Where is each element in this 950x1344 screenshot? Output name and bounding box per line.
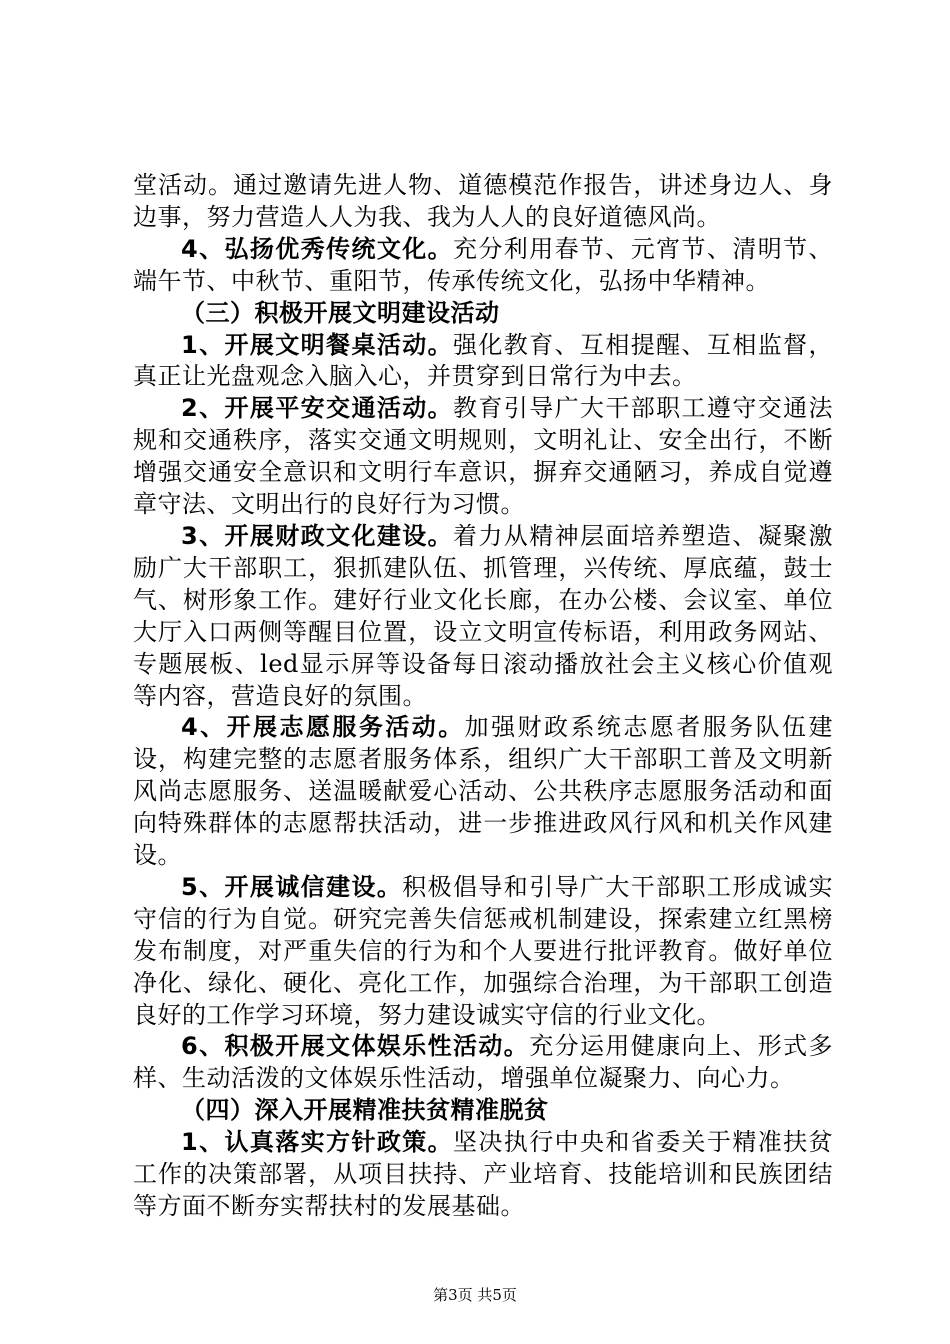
paragraph-text: 充分利用春节、元宵节、清明节、端午节、中秋节、重阳节，传承传统文化，弘扬中华精神。 bbox=[133, 234, 834, 295]
page-number: 第3页 共5页 bbox=[433, 1286, 517, 1304]
paragraph-item bbox=[133, 1127, 833, 1223]
paragraph-item bbox=[133, 1031, 833, 1095]
paragraph-item bbox=[133, 393, 833, 521]
item-heading: 3、开展财政文化建设。 bbox=[181, 521, 454, 550]
paragraph-text: 积极倡导和引导广大干部职工形成诚实守信的行为自觉。研究完善失信惩戒机制建设，探索建立红黑榜发布制度，对严重失信的行为和个人要进行批评教育。做好单位净化、绿化、硬化、亮化工作，加强综合治理，为干部职工创造良好的工作学习环境，努力建设诚实守信的行业文化。 bbox=[133, 872, 834, 1029]
section-heading-paragraph bbox=[133, 1095, 833, 1127]
item-heading: 5、开展诚信建设。 bbox=[181, 872, 403, 901]
paragraph-text: 坚决执行中央和省委关于精准扶贫工作的决策部署，从项目扶持、产业培育、技能培训和民族团结等方面不断夯实帮扶村的发展基础。 bbox=[133, 1128, 834, 1220]
paragraph-item bbox=[133, 712, 833, 872]
item-heading: 1、认真落实方针政策。 bbox=[181, 1128, 454, 1157]
section-heading-paragraph bbox=[133, 298, 833, 330]
document-body bbox=[133, 170, 833, 1223]
item-heading: 2、开展平安交通活动。 bbox=[181, 394, 454, 423]
paragraph-text: 教育引导广大干部职工遵守交通法规和交通秩序，落实交通文明规则，文明礼让、安全出行，不断增强交通安全意识和文明行车意识，摒弃交通陋习，养成自觉遵章守法、文明出行的良好行为习惯。 bbox=[133, 394, 834, 519]
paragraph-text: 充分运用健康向上、形式多样、生动活泼的文体娱乐性活动，增强单位凝聚力、向心力。 bbox=[133, 1032, 833, 1093]
item-heading: 6、积极开展文体娱乐性活动。 bbox=[181, 1032, 530, 1061]
paragraph-text: 着力从精神层面培养塑造、凝聚激励广大干部职工，狠抓建队伍、抓管理，兴传统、厚底蕴，鼓士气、树形象工作。建好行业文化长廊，在办公楼、会议室、单位大厅入口两侧等醒目位置，设立文明宣传标语，利用政务网站、专题展板、led显示屏等设备每日滚动播放社会主义核心价值观等内容，营造良好的氛围。 bbox=[133, 521, 834, 710]
item-heading: 4、弘扬优秀传统文化。 bbox=[181, 234, 454, 263]
paragraph-item bbox=[133, 521, 833, 712]
paragraph-continuation bbox=[133, 170, 833, 234]
section-heading: （四）深入开展精准扶贫精准脱贫 bbox=[181, 1096, 549, 1125]
paragraph-text: 堂活动。通过邀请先进人物、道德模范作报告，讲述身边人、身边事，努力营造人人为我、我为人人的良好道德风尚。 bbox=[133, 171, 833, 231]
item-heading: 1、开展文明餐桌活动。 bbox=[181, 330, 454, 359]
item-heading: 4、开展志愿服务活动。 bbox=[181, 713, 465, 742]
paragraph-text: 强化教育、互相提醒、互相监督，真正让光盘观念入脑入心，并贯穿到日常行为中去。 bbox=[133, 330, 834, 391]
page-footer bbox=[0, 1284, 950, 1305]
paragraph-text: 加强财政系统志愿者服务队伍建设，构建完整的志愿者服务体系，组织广大干部职工普及文明新风尚志愿服务、送温暖献爱心活动、公共秩序志愿服务活动和面向特殊群体的志愿帮扶活动，进一步推进政风行风和机关作风建设。 bbox=[133, 713, 834, 870]
paragraph-item bbox=[133, 234, 833, 298]
paragraph-item bbox=[133, 872, 833, 1032]
section-heading: （三）积极开展文明建设活动 bbox=[181, 298, 500, 327]
paragraph-item bbox=[133, 330, 833, 394]
